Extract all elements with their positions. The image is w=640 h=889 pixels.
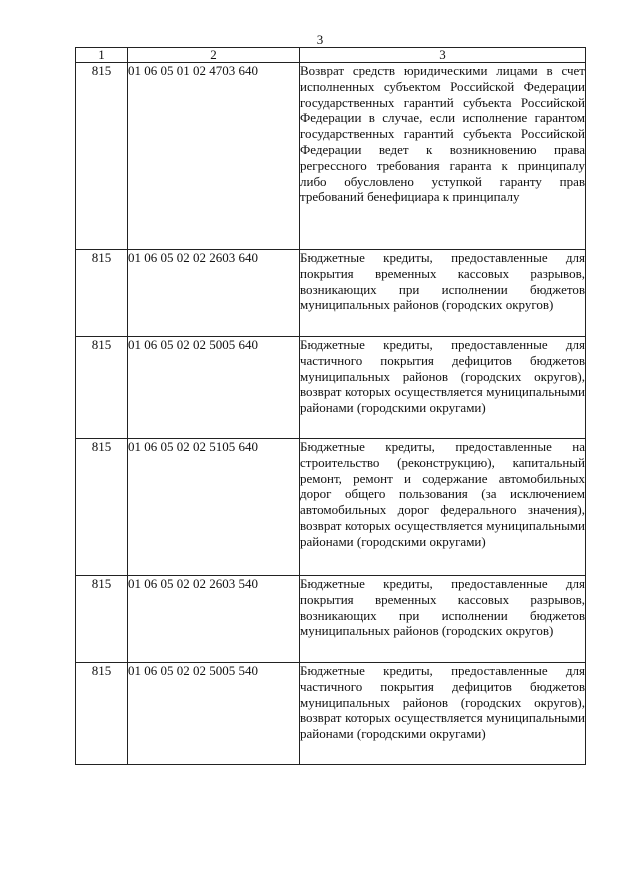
- row-admin-code: 815: [76, 663, 128, 765]
- row-admin-code: 815: [76, 576, 128, 663]
- row-admin-code: 815: [76, 63, 128, 250]
- table-header-row: [76, 48, 586, 63]
- table-row: [76, 576, 586, 663]
- table-row: [76, 663, 586, 765]
- row-description: Бюджетные кредиты, предоставленные для частичного покрытия дефицитов бюджетов муниципальных районов (городских округов), возврат которых осуществляется муниципальными районами (городскими округами): [300, 337, 586, 439]
- row-admin-code: 815: [76, 439, 128, 576]
- row-admin-code: 815: [76, 250, 128, 337]
- table-row: [76, 337, 586, 439]
- page-number: 3: [316, 32, 324, 47]
- row-description: Бюджетные кредиты, предоставленные для покрытия временных кассовых разрывов, возникающих при исполнении бюджетов муниципальных районов (городских округов): [300, 576, 586, 663]
- header-col-3: 3: [300, 48, 586, 63]
- table-row: [76, 63, 586, 250]
- table-row: [76, 439, 586, 576]
- row-budget-code: 01 06 05 02 02 5005 540: [128, 663, 300, 765]
- row-budget-code: 01 06 05 02 02 2603 540: [128, 576, 300, 663]
- row-description: Бюджетные кредиты, предоставленные для покрытия временных кассовых разрывов, возникающих при исполнении бюджетов муниципальных районов (городских округов): [300, 250, 586, 337]
- row-description: Возврат средств юридическими лицами в счет исполненных субъектом Российской Федерации государственных гарантий субъекта Российской Федерации в случае, если исполнение гарантом государственных гарантий субъекта Российской Федерации ведет к возникновению права регрессного требования гаранта к принципалу либо обусловлено уступкой гаранту прав требований бенефициара к принципалу: [300, 63, 586, 250]
- row-budget-code: 01 06 05 02 02 2603 640: [128, 250, 300, 337]
- row-budget-code: 01 06 05 01 02 4703 640: [128, 63, 300, 250]
- row-description: Бюджетные кредиты, предоставленные для частичного покрытия дефицитов бюджетов муниципальных районов (городских округов), возврат которых осуществляется муниципальными районами (городскими округами): [300, 663, 586, 765]
- header-col-1: 1: [76, 48, 128, 63]
- row-budget-code: 01 06 05 02 02 5105 640: [128, 439, 300, 576]
- row-description: Бюджетные кредиты, предоставленные на строительство (реконструкцию), капитальный ремонт, ремонт и содержание автомобильных дорог общего пользования (за исключением автомобильных дорог федерального значения), возврат которых осуществляется муниципальными районами (городскими округами): [300, 439, 586, 576]
- document-table: [75, 47, 586, 765]
- header-col-2: 2: [128, 48, 300, 63]
- table-row: [76, 250, 586, 337]
- row-admin-code: 815: [76, 337, 128, 439]
- row-budget-code: 01 06 05 02 02 5005 640: [128, 337, 300, 439]
